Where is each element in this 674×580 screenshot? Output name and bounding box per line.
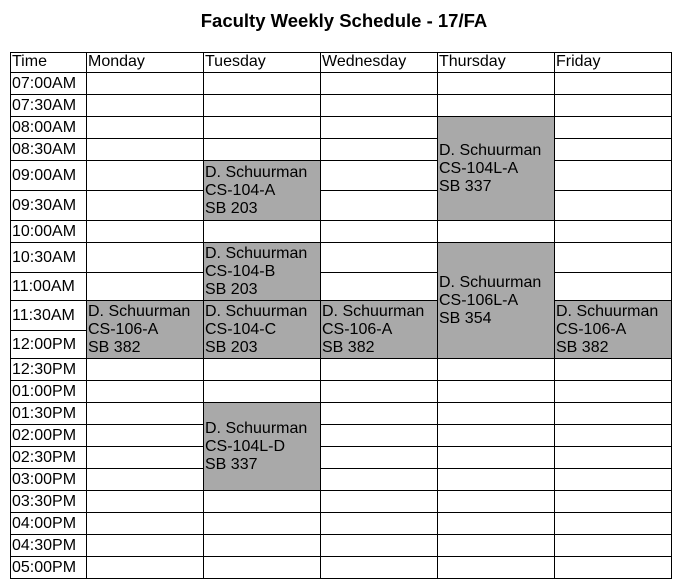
time-slot: 01:00PM (10, 380, 87, 403)
schedule-cell (86, 116, 204, 139)
class-instructor: D. Schuurman (205, 163, 308, 181)
schedule-cell (554, 72, 672, 95)
schedule-cell (86, 242, 204, 273)
schedule-cell (437, 402, 555, 425)
schedule-cell (554, 242, 672, 273)
schedule-cell (437, 446, 555, 469)
schedule-cell (320, 402, 438, 425)
class-block (203, 160, 321, 221)
schedule-cell (437, 380, 555, 403)
class-instructor: D. Schuurman (439, 141, 542, 159)
time-slot: 09:00AM (10, 160, 87, 191)
schedule-cell (320, 446, 438, 469)
schedule-cell (554, 446, 672, 469)
schedule-cell (437, 512, 555, 535)
class-course: CS-104-A (205, 181, 276, 199)
class-room: SB 382 (88, 338, 141, 356)
class-room: SB 203 (205, 338, 258, 356)
class-instructor: D. Schuurman (88, 302, 191, 320)
time-slot: 07:00AM (10, 72, 87, 95)
schedule-cell (437, 490, 555, 513)
schedule-cell (554, 160, 672, 191)
schedule-cell (437, 424, 555, 447)
time-slot: 09:30AM (10, 190, 87, 221)
class-room: SB 337 (439, 177, 492, 195)
schedule-cell (86, 272, 204, 301)
class-course: CS-106-A (322, 320, 393, 338)
column-header-friday: Friday (554, 52, 672, 73)
column-header-monday: Monday (86, 52, 204, 73)
schedule-cell (554, 358, 672, 381)
time-slot: 02:30PM (10, 446, 87, 469)
schedule-cell (203, 358, 321, 381)
class-block (437, 242, 555, 359)
time-slot: 03:00PM (10, 468, 87, 491)
schedule-cell (86, 512, 204, 535)
schedule-cell (320, 94, 438, 117)
schedule-cell (86, 94, 204, 117)
class-instructor: D. Schuurman (439, 273, 542, 291)
schedule-cell (554, 424, 672, 447)
schedule-cell (86, 424, 204, 447)
schedule-cell (437, 72, 555, 95)
time-slot: 10:30AM (10, 242, 87, 273)
class-block (320, 300, 438, 359)
time-slot: 03:30PM (10, 490, 87, 513)
schedule-cell (320, 512, 438, 535)
schedule-cell (320, 534, 438, 557)
schedule-cell (554, 490, 672, 513)
schedule-cell (203, 380, 321, 403)
schedule-cell (86, 220, 204, 243)
schedule-cell (554, 380, 672, 403)
class-block (86, 300, 204, 359)
time-slot: 05:00PM (10, 556, 87, 579)
time-slot: 08:30AM (10, 138, 87, 161)
schedule-cell (86, 556, 204, 579)
class-course: CS-106-A (556, 320, 627, 338)
schedule-cell (320, 272, 438, 301)
class-block (203, 402, 321, 491)
schedule-cell (86, 138, 204, 161)
class-course: CS-106-A (88, 320, 159, 338)
class-room: SB 337 (205, 455, 258, 473)
schedule-cell (320, 190, 438, 221)
time-slot: 12:00PM (10, 330, 87, 359)
class-course: CS-106L-A (439, 291, 519, 309)
class-block (203, 242, 321, 301)
schedule-cell (437, 94, 555, 117)
schedule-cell (86, 160, 204, 191)
time-slot: 11:30AM (10, 300, 87, 331)
time-slot: 02:00PM (10, 424, 87, 447)
schedule-cell (86, 402, 204, 425)
schedule-cell (203, 116, 321, 139)
schedule-cell (320, 556, 438, 579)
schedule-cell (320, 380, 438, 403)
schedule-cell (86, 72, 204, 95)
schedule-cell (320, 424, 438, 447)
schedule-cell (554, 534, 672, 557)
class-course: CS-104L-A (439, 159, 519, 177)
time-slot: 10:00AM (10, 220, 87, 243)
schedule-cell (320, 116, 438, 139)
schedule-cell (437, 556, 555, 579)
class-room: SB 382 (322, 338, 375, 356)
schedule-cell (554, 512, 672, 535)
page-title: Faculty Weekly Schedule - 17/FA (200, 10, 488, 31)
schedule-cell (320, 220, 438, 243)
column-header-time: Time (10, 52, 87, 73)
schedule-cell (203, 94, 321, 117)
column-header-tuesday: Tuesday (203, 52, 321, 73)
class-block (554, 300, 672, 359)
time-slot: 07:30AM (10, 94, 87, 117)
schedule-cell (320, 490, 438, 513)
class-instructor: D. Schuurman (322, 302, 425, 320)
column-header-thursday: Thursday (437, 52, 555, 73)
class-room: SB 203 (205, 199, 258, 217)
class-instructor: D. Schuurman (205, 302, 308, 320)
schedule-cell (320, 242, 438, 273)
schedule-cell (86, 468, 204, 491)
column-header-wednesday: Wednesday (320, 52, 438, 73)
schedule-cell (554, 556, 672, 579)
schedule-cell (86, 490, 204, 513)
schedule-cell (554, 138, 672, 161)
schedule-cell (437, 220, 555, 243)
schedule-cell (320, 160, 438, 191)
time-slot: 08:00AM (10, 116, 87, 139)
class-room: SB 382 (556, 338, 609, 356)
schedule-cell (437, 534, 555, 557)
schedule-cell (203, 220, 321, 243)
schedule-cell (203, 512, 321, 535)
time-slot: 01:30PM (10, 402, 87, 425)
time-slot: 04:00PM (10, 512, 87, 535)
schedule-cell (554, 116, 672, 139)
schedule-cell (86, 358, 204, 381)
class-room: SB 354 (439, 309, 492, 327)
class-instructor: D. Schuurman (205, 244, 308, 262)
time-slot: 11:00AM (10, 272, 87, 301)
class-block (437, 116, 555, 221)
schedule-cell (203, 138, 321, 161)
schedule-cell (86, 380, 204, 403)
schedule-cell (554, 272, 672, 301)
schedule-cell (437, 468, 555, 491)
class-instructor: D. Schuurman (205, 419, 308, 437)
schedule-cell (554, 468, 672, 491)
schedule-cell (320, 358, 438, 381)
class-course: CS-104L-D (205, 437, 286, 455)
schedule-cell (554, 190, 672, 221)
schedule-cell (320, 468, 438, 491)
schedule-cell (554, 220, 672, 243)
schedule-cell (203, 534, 321, 557)
class-course: CS-104-B (205, 262, 276, 280)
class-room: SB 203 (205, 280, 258, 298)
class-block (203, 300, 321, 359)
schedule-cell (554, 402, 672, 425)
schedule-cell (86, 534, 204, 557)
schedule-cell (203, 490, 321, 513)
schedule-cell (554, 94, 672, 117)
time-slot: 12:30PM (10, 358, 87, 381)
schedule-cell (437, 358, 555, 381)
class-course: CS-104-C (205, 320, 277, 338)
time-slot: 04:30PM (10, 534, 87, 557)
schedule-cell (203, 556, 321, 579)
schedule-cell (203, 72, 321, 95)
schedule-cell (320, 72, 438, 95)
schedule-cell (86, 446, 204, 469)
schedule-cell (320, 138, 438, 161)
schedule-cell (86, 190, 204, 221)
class-instructor: D. Schuurman (556, 302, 659, 320)
